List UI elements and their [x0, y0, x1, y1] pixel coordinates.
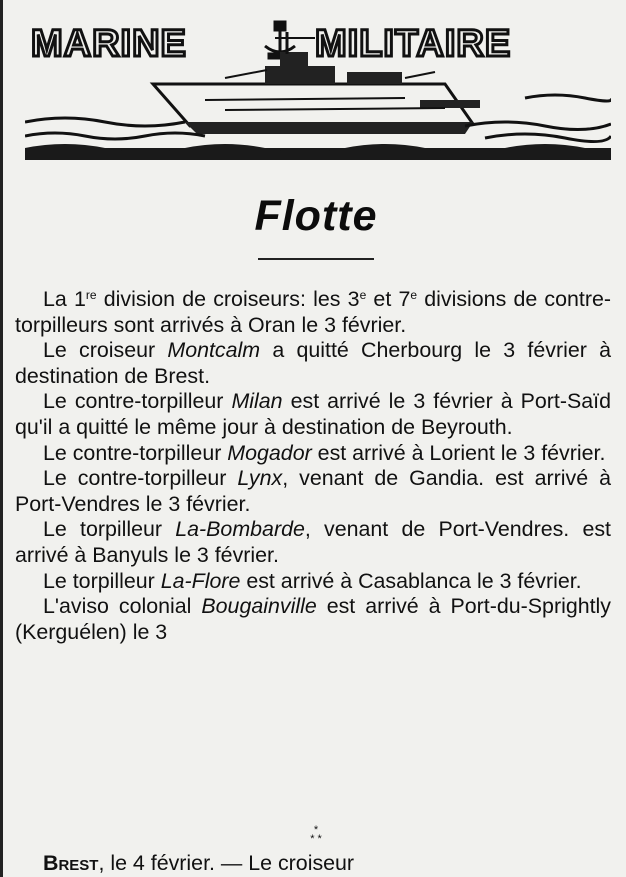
- article-paragraph: [15, 594, 611, 645]
- article-paragraph: [15, 338, 611, 389]
- paragraph-text: Le contre-torpilleur: [43, 466, 238, 491]
- article-paragraph: [15, 441, 611, 467]
- paragraph-text: est arrivé à Lorient le 3 février.: [311, 440, 606, 465]
- ship-name: Milan: [231, 389, 283, 414]
- paragraph-text: Le torpilleur: [43, 517, 176, 542]
- ship-name: Mogador: [227, 440, 312, 465]
- separator-star-bottom: * *: [310, 833, 322, 845]
- dispatch-line: [43, 851, 611, 876]
- paragraph-text: Le croiseur: [43, 338, 168, 363]
- article-paragraph: [15, 517, 611, 568]
- paragraph-text: , venant de Port-Vendres. est arrivé à Banyuls le 3 février.: [15, 517, 611, 567]
- paragraph-text: Le torpilleur: [43, 568, 161, 593]
- paragraph-text: division de croiseurs: les 3: [96, 287, 360, 311]
- warship-icon: [25, 14, 611, 164]
- article-paragraph: [15, 569, 611, 595]
- separator-star-top: *: [313, 824, 319, 836]
- article-paragraph: [15, 466, 611, 517]
- ship-name: Montcalm: [167, 338, 261, 363]
- dispatch-city: Brest: [43, 851, 99, 875]
- ship-name: Lynx: [237, 466, 283, 491]
- paragraph-text: , venant de Gandia. est arrivé à Port-Vendres le 3 février.: [15, 466, 611, 516]
- article-paragraph: [15, 389, 611, 440]
- paragraph-text: Le contre-torpilleur: [43, 389, 232, 414]
- paragraph-text: et 7: [366, 287, 411, 311]
- ship-name: La-Bombarde: [175, 517, 305, 542]
- article-paragraph: La 1re division de croiseurs: les 3e et 7e divisions de contre-torpilleurs sont arrivés à Oran le 3 février.: [15, 287, 611, 337]
- ship-name: La-Flore: [160, 568, 241, 593]
- article-body: [15, 287, 611, 645]
- paragraph-text: est arrivé à Casablanca le 3 février.: [240, 568, 582, 593]
- article-title: Flotte: [254, 192, 378, 240]
- dispatch-text: , le 4 février. — Le croiseur: [98, 851, 355, 875]
- ship-name: Bougainville: [201, 594, 317, 619]
- paragraph-text: Le contre-torpilleur: [43, 440, 228, 465]
- paragraph-text: L'aviso colonial: [43, 594, 202, 619]
- masthead-illustration: [25, 14, 611, 164]
- masthead-left: MARINE: [31, 23, 187, 65]
- paragraph-text: La 1: [43, 287, 86, 311]
- paragraph-text: est arrivé le 3 février à Port-Saïd qu'il a quitté le même jour à destination de Beyrouth.: [15, 389, 611, 439]
- paragraph-text: divisions de contre-torpilleurs sont arrivés à Oran le 3 février.: [15, 287, 611, 337]
- title-underline: [258, 258, 374, 260]
- section-separator: [3, 826, 626, 844]
- paragraph-text: est arrivé à Port-du-Sprightly (Kerguélen) le 3: [15, 594, 612, 644]
- masthead-right: MILITAIRE: [315, 23, 512, 65]
- paragraph-text: a quitté Cherbourg le 3 février à destination de Brest.: [15, 338, 611, 388]
